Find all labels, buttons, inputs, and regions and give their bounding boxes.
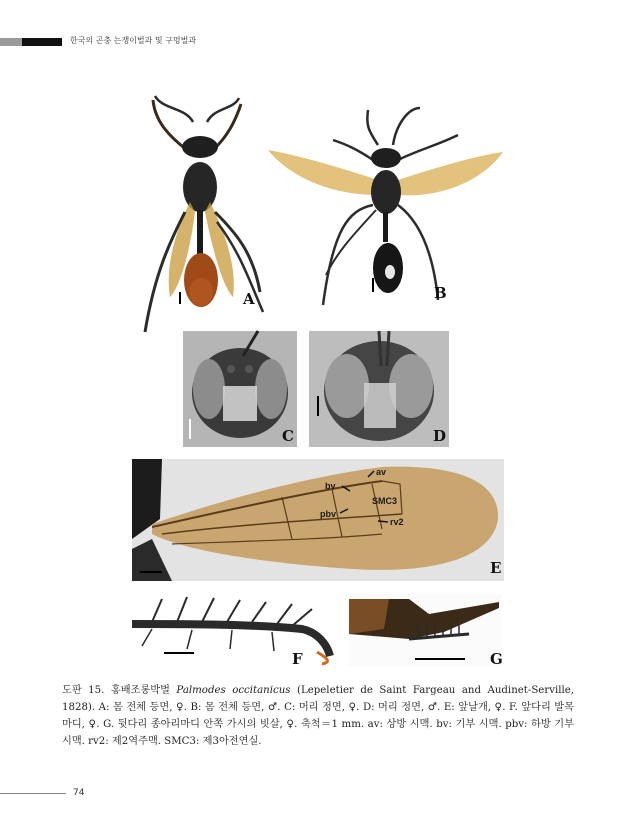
panel-label-e: E: [490, 559, 502, 577]
photo-panel-e: [132, 459, 504, 581]
photo-panel-f: [132, 594, 337, 666]
photo-panel-g: [349, 594, 501, 666]
caption-species: Palmodes occitanicus: [176, 685, 291, 696]
photo-panel-d: [309, 331, 449, 447]
panel-label-c: C: [282, 427, 294, 445]
wing-label-smc3: SMC3: [372, 496, 398, 506]
panel-label-d: D: [433, 427, 447, 445]
running-title: 한국의 곤충 는쟁이벌과 및 구멍벌과: [70, 36, 197, 45]
wasp-male-illustration: [268, 100, 508, 310]
page-number: 74: [73, 788, 85, 798]
figure-caption: [62, 682, 574, 750]
male-head-illustration: [309, 331, 449, 447]
wing-label-rv2: rv2: [390, 517, 404, 527]
wing-label-av: av: [376, 467, 387, 477]
panel-label-f: F: [292, 650, 303, 668]
panel-label-g: G: [490, 650, 503, 668]
photo-panel-b: [268, 100, 508, 310]
female-head-illustration: [183, 331, 297, 447]
forewing-illustration: [132, 459, 504, 581]
wing-label-pbv: pbv: [320, 509, 337, 519]
header-bar-gray: [0, 38, 22, 46]
photo-panel-a: [135, 92, 265, 342]
wing-label-bv: bv: [325, 481, 336, 491]
caption-body: (Lepeletier de Saint Fargeau and Audinet-Serville, 1828). A: 몸 전체 등면, ♀. B: 몸 전체 등면, ♂. C: 머리 정면, ♀. D: 머리 정면, ♂. E: 앞날개, ♀. F. 앞다리 발목마디, ♀. G. 뒷다리 종아리마디 안쪽 가시의 빗살, ♀. 축척＝1 mm. av: 상방 시맥. bv: 기부 시맥. pbv: 하방 기부 시맥. rv2: 제2역주맥. SMC3: 제3아전연실.: [62, 685, 574, 747]
photo-panel-c: [183, 331, 297, 447]
footer-rule: [0, 793, 66, 794]
caption-prefix: 도판 15. 홍배조롱박벌: [62, 685, 177, 696]
panel-label-b: B: [434, 284, 447, 302]
fore-tarsus-illustration: [132, 594, 337, 666]
header-bar-black: [22, 38, 62, 46]
panel-label-a: A: [243, 290, 255, 308]
tibial-spur-illustration: [349, 594, 501, 666]
